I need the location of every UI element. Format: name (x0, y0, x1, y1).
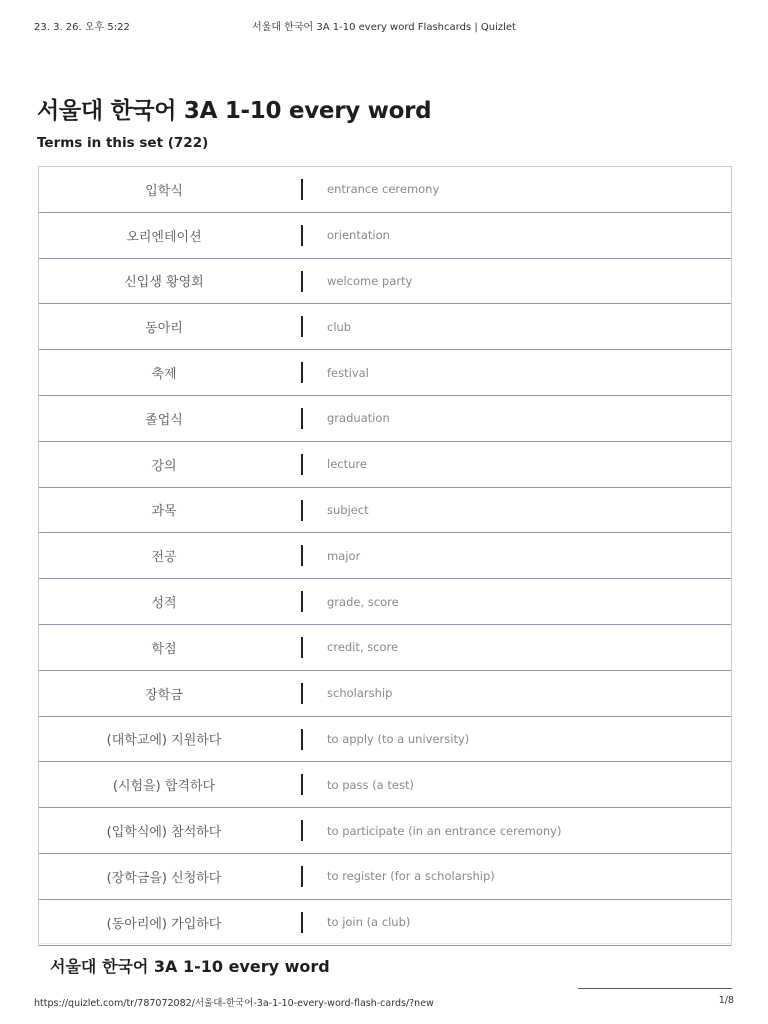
row-divider (301, 774, 303, 795)
row-divider (301, 225, 303, 246)
term-text: 강의 (151, 458, 177, 474)
term-text: 과목 (151, 504, 177, 520)
term-text: 신입생 황영회 (124, 275, 204, 291)
term-text: 전공 (151, 550, 177, 566)
definition-text: club (327, 319, 352, 334)
term-row[interactable] (39, 304, 731, 350)
term-row[interactable] (39, 762, 731, 808)
definition-text: graduation (327, 411, 390, 426)
definition-text: orientation (327, 228, 390, 243)
row-divider (301, 545, 303, 566)
print-url[interactable]: https://quizlet.com/tr/787072082/서울대-한국어-3a-1-10-every-word-flash-cards/?new (34, 998, 434, 1009)
definition-text: to apply (to a university) (327, 731, 470, 746)
definition-text: festival (327, 365, 369, 380)
print-date: 23. 3. 26. 오후 5:22 (34, 22, 130, 33)
term-text: 오리엔테이션 (126, 229, 202, 245)
terms-heading: Terms in this set (722) (37, 135, 209, 151)
row-divider (301, 729, 303, 750)
term-text: 동아리 (145, 321, 183, 337)
row-divider (301, 683, 303, 704)
term-row[interactable] (39, 900, 731, 946)
term-row[interactable] (39, 533, 731, 579)
definition-text: subject (327, 502, 369, 517)
row-divider (301, 271, 303, 292)
term-row[interactable] (39, 625, 731, 671)
term-row[interactable] (39, 442, 731, 488)
row-divider (301, 820, 303, 841)
footer-title: 서울대 한국어 3A 1-10 every word (50, 957, 330, 976)
term-text: (동아리에) 가입하다 (106, 916, 222, 932)
definition-text: scholarship (327, 686, 393, 701)
term-row[interactable] (39, 488, 731, 534)
row-divider (301, 179, 303, 200)
term-text: 축제 (151, 367, 177, 383)
definition-text: major (327, 548, 361, 563)
term-row[interactable] (39, 167, 731, 213)
term-text: (입학식에) 참석하다 (106, 825, 222, 841)
term-text: 학점 (151, 641, 177, 657)
term-text: (장학금을) 신청하다 (106, 870, 222, 886)
page-number: 1/8 (718, 995, 734, 1006)
term-text: 졸업식 (145, 412, 183, 428)
definition-text: credit, score (327, 640, 399, 655)
definition-text: to pass (a test) (327, 777, 414, 792)
page-cut-line (38, 943, 732, 944)
term-row[interactable] (39, 213, 731, 259)
term-row[interactable] (39, 671, 731, 717)
term-text: 입학식 (145, 183, 183, 199)
term-row[interactable] (39, 259, 731, 305)
row-divider (301, 316, 303, 337)
terms-table (38, 166, 732, 946)
term-text: (시험을) 합격하다 (112, 779, 216, 795)
row-divider (301, 866, 303, 887)
print-header (34, 18, 734, 34)
footer-rule (578, 988, 732, 989)
page-title: 서울대 한국어 3A 1-10 every word (37, 98, 432, 124)
definition-text: welcome party (327, 273, 413, 288)
print-doc-title: 서울대 한국어 3A 1-10 every word Flashcards | Quizlet (252, 22, 516, 33)
row-divider (301, 912, 303, 933)
term-row[interactable] (39, 396, 731, 442)
term-row[interactable] (39, 854, 731, 900)
term-text: 성적 (151, 596, 177, 612)
row-divider (301, 500, 303, 521)
row-divider (301, 362, 303, 383)
definition-text: entrance ceremony (327, 182, 440, 197)
definition-text: grade, score (327, 594, 399, 609)
term-row[interactable] (39, 808, 731, 854)
row-divider (301, 408, 303, 429)
row-divider (301, 454, 303, 475)
row-divider (301, 591, 303, 612)
definition-text: to participate (in an entrance ceremony) (327, 823, 562, 838)
term-row[interactable] (39, 717, 731, 763)
term-row[interactable] (39, 579, 731, 625)
row-divider (301, 637, 303, 658)
term-row[interactable] (39, 350, 731, 396)
definition-text: to register (for a scholarship) (327, 869, 495, 884)
term-text: 장학금 (145, 687, 183, 703)
definition-text: lecture (327, 457, 367, 472)
definition-text: to join (a club) (327, 915, 411, 930)
term-text: (대학교에) 지원하다 (106, 733, 222, 749)
